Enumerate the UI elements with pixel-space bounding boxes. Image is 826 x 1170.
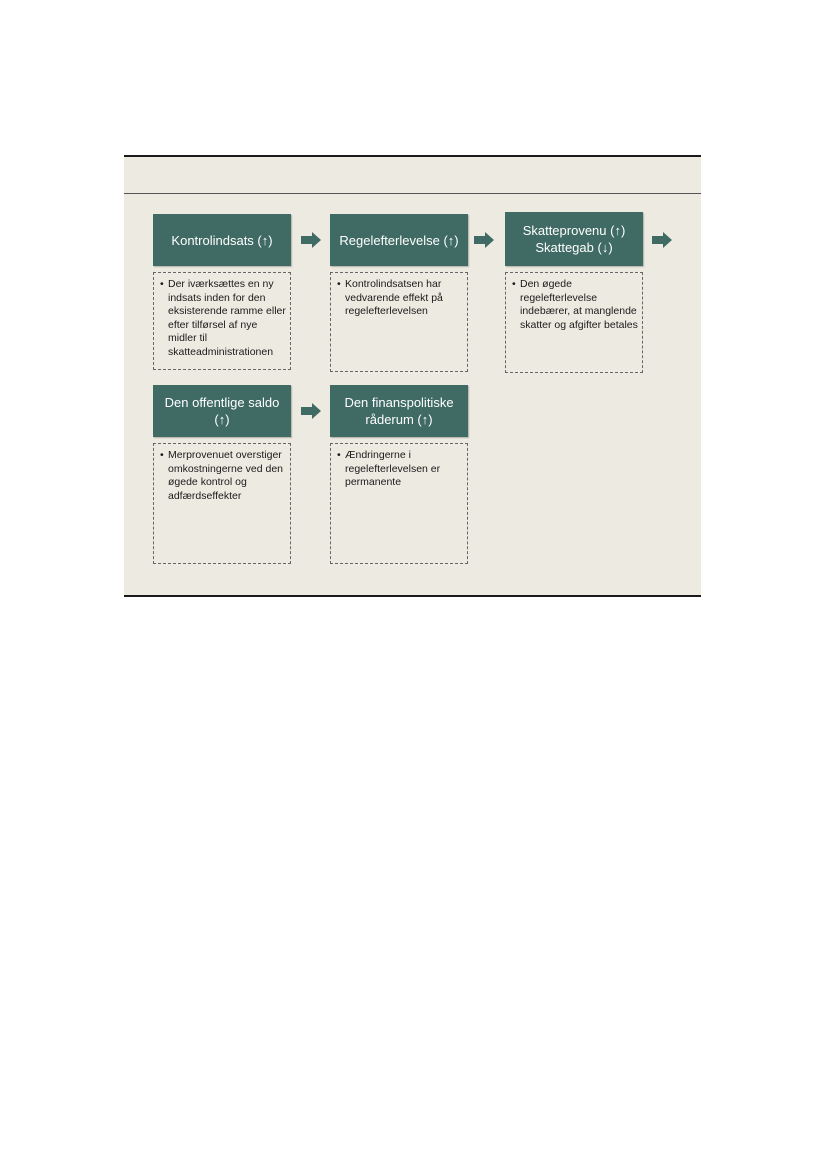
note-skatteprovenu	[505, 272, 643, 373]
header-rule	[124, 193, 701, 194]
note-text: • Der iværksættes en ny indsats inden for den eksisterende ramme eller efter tilførsel af nye midler til skatteadministrationen	[168, 278, 286, 359]
note-text: • Ændringerne i regelefterlevelsen er permanente	[345, 449, 463, 490]
arrow-right-icon	[301, 232, 321, 248]
step-offentlige-saldo: Den offentlige saldo (↑)	[153, 385, 291, 437]
note-regelefterlevelse	[330, 272, 468, 372]
step-skatteprovenu: Skatteprovenu (↑) Skattegab (↓)	[505, 212, 643, 266]
arrow-right-icon	[652, 232, 672, 248]
step-kontrolindsats: Kontrolindsats (↑)	[153, 214, 291, 266]
arrow-right-icon	[301, 403, 321, 419]
note-text: • Merprovenuet overstiger omkostningerne ved den øgede kontrol og adfærdseffekter	[168, 449, 286, 503]
step-regelefterlevelse: Regelefterlevelse (↑)	[330, 214, 468, 266]
flow-diagram	[124, 155, 701, 597]
note-raaderum	[330, 443, 468, 564]
step-raaderum: Den finanspolitiske råderum (↑)	[330, 385, 468, 437]
note-kontrolindsats	[153, 272, 291, 370]
note-text: • Kontrolindsatsen har vedvarende effekt på regelefterlevelsen	[345, 278, 463, 319]
note-offentlige-saldo	[153, 443, 291, 564]
note-text: • Den øgede regelefterlevelse indebærer, at manglende skatter og afgifter betales	[520, 278, 638, 332]
arrow-right-icon	[474, 232, 494, 248]
